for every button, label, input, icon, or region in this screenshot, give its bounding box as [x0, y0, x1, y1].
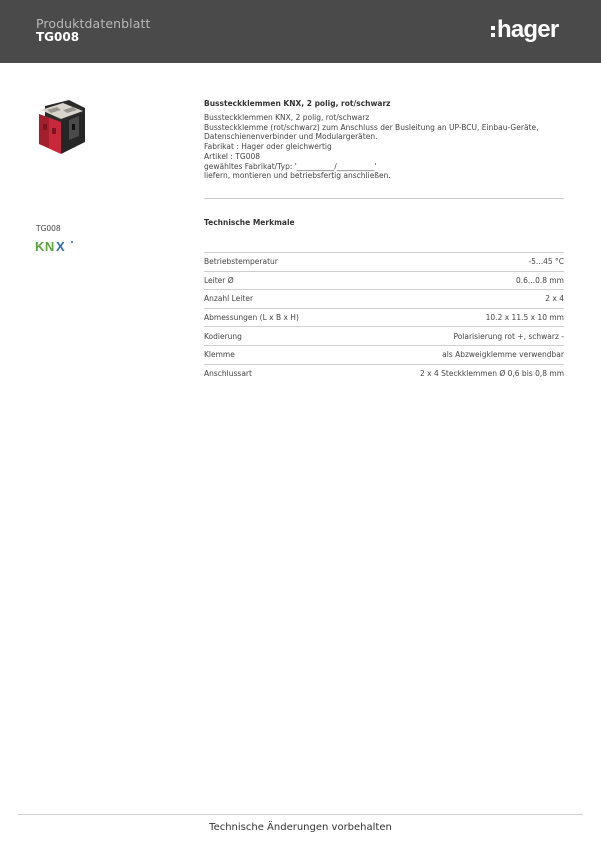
svg-text:X: X: [56, 239, 65, 254]
description-line: Bussteckklemme (rot/schwarz) zum Anschluss der Busleitung an UP-BCU, Einbau-Geräte,: [204, 122, 539, 132]
knx-logo: [35, 237, 75, 255]
spec-label: Kodierung: [204, 331, 242, 341]
product-description: [204, 113, 564, 181]
document-type: Produktdatenblatt: [36, 16, 151, 31]
footer-divider: [18, 814, 583, 815]
section-divider: [204, 198, 564, 199]
spec-value: -5...45 °C: [528, 257, 564, 267]
description-line: Datenschienenverbinder und Modulargeräten.: [204, 132, 378, 142]
spec-row: [204, 345, 564, 364]
hager-logo: [491, 15, 558, 45]
description-line: gewähltes Fabrikat/Typ: '__________/__________': [204, 161, 377, 171]
spec-label: Leiter Ø: [204, 275, 234, 285]
product-image: [35, 98, 89, 158]
spec-label: Anschlussart: [204, 368, 252, 378]
spec-value: als Abzweigklemme verwendbar: [442, 350, 564, 360]
spec-row: [204, 326, 564, 345]
header-bar: [0, 0, 601, 63]
spec-value: Polarisierung rot +, schwarz -: [453, 331, 564, 341]
product-title: Bussteckklemmen KNX, 2 polig, rot/schwarz: [204, 99, 391, 108]
sidebar-product-code: TG008: [36, 224, 61, 233]
footer-disclaimer: Technische Änderungen vorbehalten: [209, 822, 392, 833]
spec-value: 10.2 x 11.5 x 10 mm: [485, 313, 564, 323]
product-code: TG008: [36, 30, 80, 44]
spec-row: [204, 364, 564, 383]
description-line: Artikel : TG008: [204, 151, 261, 161]
spec-label: Abmessungen (L x B x H): [204, 313, 299, 323]
spec-value: 2 x 4: [545, 294, 564, 304]
spec-value: 0.6...0.8 mm: [515, 275, 564, 285]
svg-text:KN: KN: [35, 239, 55, 254]
logo-dots-icon: [491, 26, 495, 37]
logo-wordmark: hager: [497, 16, 559, 43]
description-line: Bussteckklemmen KNX, 2 polig, rot/schwarz: [204, 113, 370, 122]
specs-heading: Technische Merkmale: [204, 218, 295, 227]
spec-row: [204, 289, 564, 308]
spec-row: [204, 252, 564, 271]
spec-value: 2 x 4 Steckklemmen Ø 0,6 bis 0,8 mm: [420, 368, 564, 378]
spec-label: Anzahl Leiter: [204, 294, 254, 304]
spec-row: [204, 308, 564, 327]
description-line: Fabrikat : Hager oder gleichwertig: [204, 142, 332, 152]
description-line: liefern, montieren und betriebsfertig anschließen.: [204, 171, 391, 181]
spec-row: [204, 271, 564, 290]
spec-label: Betriebstemperatur: [204, 257, 278, 267]
spec-label: Klemme: [204, 350, 235, 360]
specs-table: [204, 252, 564, 382]
